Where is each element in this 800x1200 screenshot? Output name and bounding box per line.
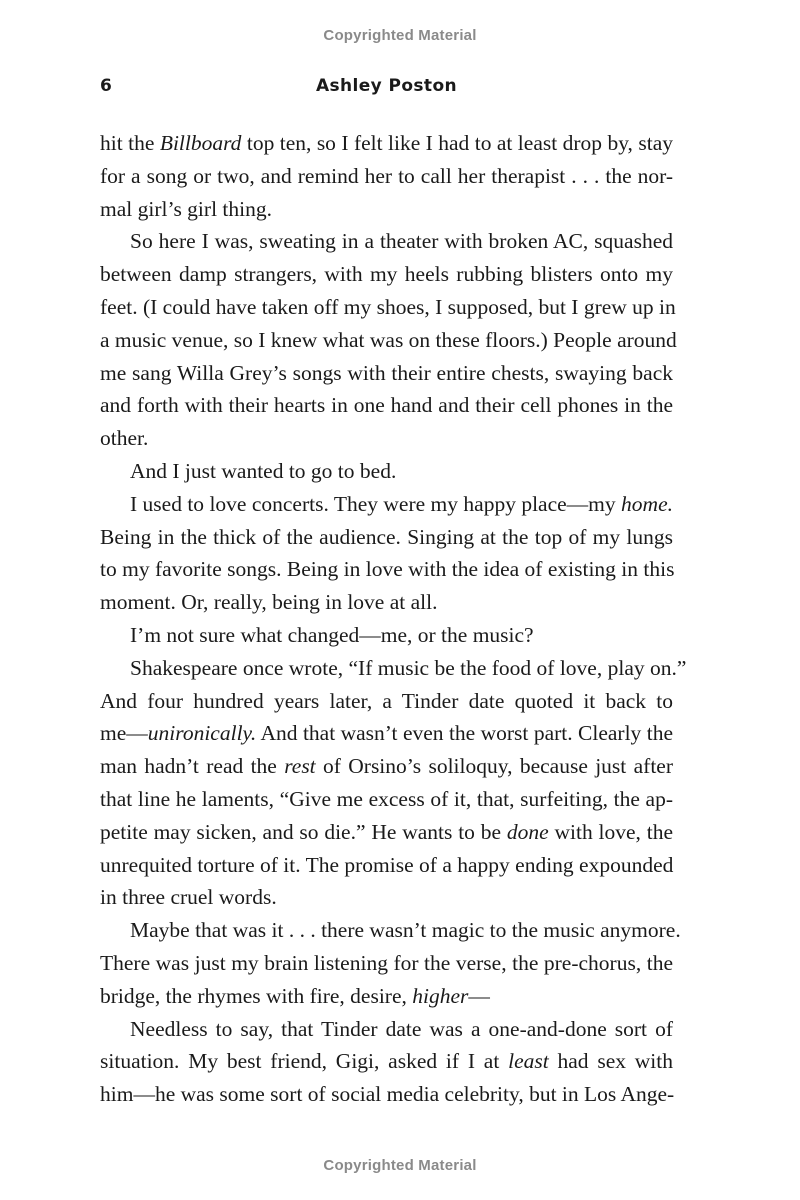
text-line bbox=[100, 586, 673, 619]
text-line bbox=[100, 947, 673, 980]
text-run: Shakespeare once wrote, “If music be the food of love, play on.” bbox=[130, 655, 687, 680]
text-line bbox=[100, 816, 673, 849]
italic-text: Billboard bbox=[159, 131, 242, 155]
text-run: other. bbox=[100, 426, 149, 451]
text-line bbox=[100, 225, 673, 258]
text-line bbox=[100, 521, 673, 554]
text-run: top ten, so I felt like I had to at least drop by, stay bbox=[241, 131, 673, 155]
author-name: Ashley Poston bbox=[315, 76, 458, 96]
text-run: feet. (I could have taken off my shoes, I supposed, but I grew up in bbox=[100, 294, 676, 319]
text-line bbox=[100, 1013, 673, 1046]
italic-text: done bbox=[506, 819, 549, 844]
text-line bbox=[100, 652, 687, 685]
text-line bbox=[100, 1045, 673, 1078]
text-run: with love, the bbox=[548, 819, 673, 844]
text-line bbox=[100, 717, 673, 750]
text-run: unrequited torture of it. The promise of a happy ending expounded bbox=[100, 852, 674, 877]
text-run: had sex with bbox=[548, 1049, 673, 1074]
text-run: man hadn’t read the bbox=[100, 754, 285, 779]
text-line bbox=[100, 881, 673, 914]
text-run: situation. My best friend, Gigi, asked if I at bbox=[100, 1049, 509, 1074]
italic-text: higher bbox=[412, 983, 469, 1008]
text-run: — bbox=[468, 983, 490, 1008]
text-line bbox=[100, 685, 673, 718]
text-run: for a song or two, and remind her to call her therapist . . . the nor- bbox=[100, 163, 673, 188]
text-line bbox=[100, 357, 673, 390]
text-line bbox=[100, 619, 673, 652]
text-line bbox=[100, 422, 673, 455]
text-line bbox=[100, 258, 673, 291]
copyright-notice-bottom: Copyrighted Material bbox=[323, 1157, 477, 1174]
text-run: in three cruel words. bbox=[100, 885, 277, 910]
text-line bbox=[100, 553, 673, 586]
text-line bbox=[100, 193, 673, 226]
text-line bbox=[100, 783, 673, 816]
text-run: I’m not sure what changed—me, or the music? bbox=[130, 622, 534, 647]
text-line bbox=[100, 750, 673, 783]
italic-text: least bbox=[508, 1049, 549, 1074]
body-text bbox=[100, 127, 687, 1111]
text-run: that line he laments, “Give me excess of it, that, surfeiting, the ap- bbox=[100, 786, 673, 811]
text-run: I used to love concerts. They were my happy place—my bbox=[130, 491, 622, 516]
text-run: So here I was, sweating in a theater with broken AC, squashed bbox=[130, 229, 673, 254]
text-line bbox=[100, 980, 673, 1013]
italic-text: home. bbox=[621, 491, 673, 516]
text-run: moment. Or, really, being in love at all. bbox=[100, 590, 438, 615]
text-line bbox=[100, 1078, 673, 1111]
text-line bbox=[100, 324, 677, 357]
text-run: between damp strangers, with my heels rubbing blisters onto my bbox=[100, 262, 673, 287]
text-line bbox=[100, 455, 673, 488]
text-run: petite may sicken, and so die.” He wants to be bbox=[100, 819, 507, 844]
text-run: me— bbox=[100, 721, 148, 746]
text-run: And that wasn’t even the worst part. Clearly the bbox=[256, 721, 673, 746]
text-run: And I just wanted to go to bed. bbox=[130, 458, 397, 483]
text-run: him—he was some sort of social media celebrity, but in Los Ange- bbox=[100, 1082, 675, 1107]
text-run: bridge, the rhymes with fire, desire, bbox=[100, 983, 413, 1008]
text-line bbox=[100, 849, 673, 882]
text-run: There was just my brain listening for the verse, the pre-chorus, the bbox=[100, 950, 673, 975]
text-run: and forth with their hearts in one hand and their cell phones in the bbox=[100, 393, 673, 418]
text-run: Maybe that was it . . . there wasn’t magic to the music anymore. bbox=[130, 918, 681, 943]
text-run: And four hundred years later, a Tinder date quoted it back to bbox=[100, 688, 673, 713]
text-line bbox=[100, 914, 681, 947]
text-line bbox=[100, 127, 673, 160]
text-run: to my favorite songs. Being in love with the idea of existing in this bbox=[100, 557, 675, 582]
text-run: Needless to say, that Tinder date was a one-and-done sort of bbox=[130, 1016, 673, 1041]
text-run: a music venue, so I knew what was on these floors.) People around bbox=[100, 327, 677, 352]
running-head bbox=[100, 76, 673, 100]
italic-text: unironically. bbox=[147, 721, 257, 746]
copyright-notice-top: Copyrighted Material bbox=[323, 27, 477, 44]
text-run: hit the bbox=[100, 131, 160, 155]
text-run: Being in the thick of the audience. Singing at the top of my lungs bbox=[100, 524, 673, 549]
text-run: me sang Willa Grey’s songs with their entire chests, swaying back bbox=[100, 360, 673, 385]
text-line bbox=[100, 488, 673, 521]
text-run: mal girl’s girl thing. bbox=[100, 196, 272, 221]
text-line bbox=[100, 291, 676, 324]
page-number: 6 bbox=[100, 76, 112, 96]
text-run: of Orsino’s soliloquy, because just after bbox=[315, 754, 673, 779]
text-line bbox=[100, 389, 673, 422]
italic-text: rest bbox=[284, 754, 316, 779]
text-line bbox=[100, 160, 673, 193]
